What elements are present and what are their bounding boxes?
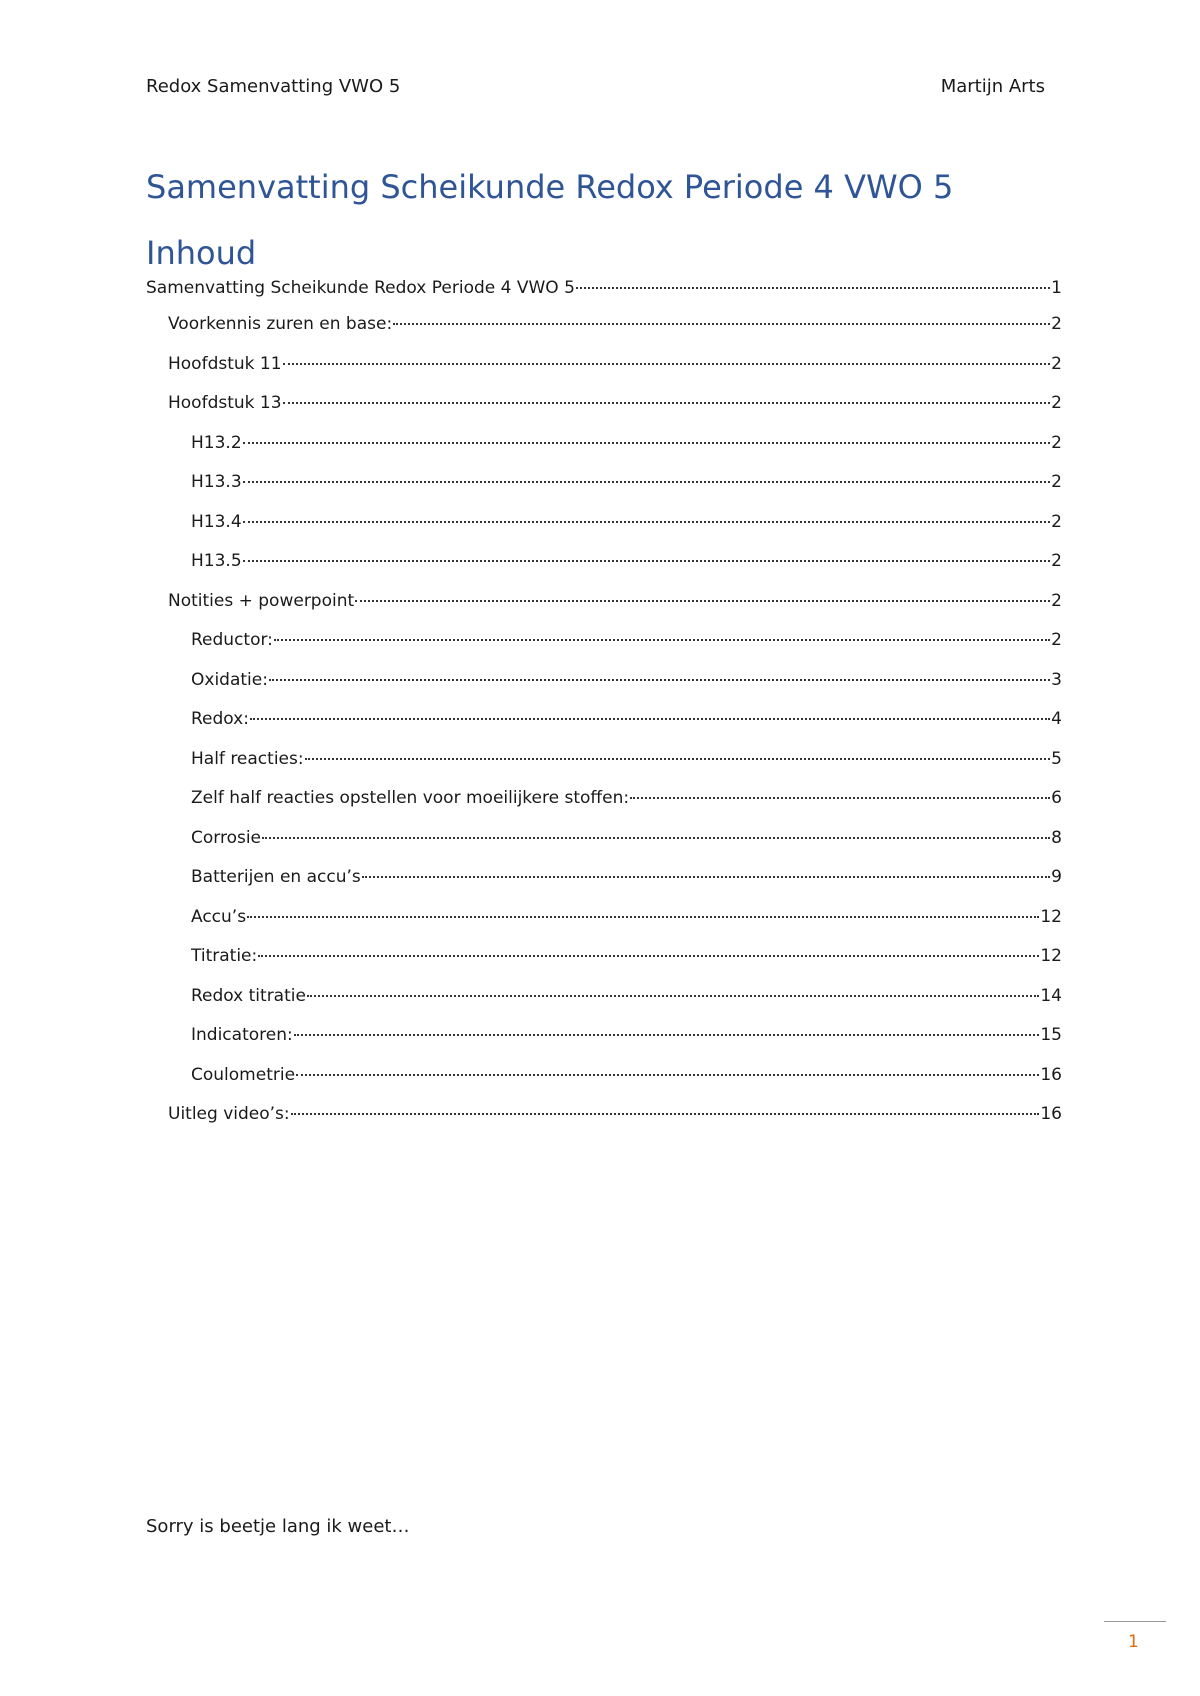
header-left-text: Redox Samenvatting VWO 5	[146, 76, 401, 97]
toc-heading: Inhoud	[146, 234, 257, 272]
toc-entry-page: 2	[1051, 630, 1062, 650]
toc-entry[interactable]	[146, 472, 1062, 512]
toc-dot-leader	[274, 638, 1050, 641]
toc-entry[interactable]	[146, 1065, 1062, 1105]
note-text: Sorry is beetje lang ik weet…	[146, 1516, 410, 1537]
toc-entry-label: Accu’s	[191, 906, 247, 927]
toc-entry-label: Voorkennis zuren en base:	[168, 314, 393, 334]
toc-entry[interactable]	[146, 749, 1062, 789]
toc-entry-label: Redox titratie	[191, 985, 306, 1006]
toc-entry[interactable]	[146, 1104, 1062, 1144]
toc-entry-page: 14	[1040, 985, 1062, 1006]
toc-entry-label: Batterijen en accu’s	[191, 867, 361, 887]
toc-entry-label: Indicatoren:	[191, 1025, 293, 1045]
toc-dot-leader	[258, 954, 1039, 957]
toc-entry[interactable]	[146, 314, 1062, 354]
toc-entry-page: 2	[1051, 472, 1062, 492]
document-title: Samenvatting Scheikunde Redox Periode 4 VWO 5	[146, 168, 954, 206]
toc-entry-label: Hoofdstuk 13	[168, 393, 282, 413]
toc-entry-page: 4	[1051, 709, 1062, 729]
toc-entry-label: Coulometrie	[191, 1064, 296, 1085]
page-number: 1	[1128, 1632, 1139, 1652]
toc-entry-label: H13.5	[191, 551, 242, 571]
toc-entry-page: 16	[1040, 1104, 1062, 1124]
toc-entry-label: Titratie:	[191, 946, 258, 966]
toc-entry-label: Notities + powerpoint	[168, 590, 355, 611]
toc-entry-page: 2	[1051, 353, 1062, 374]
toc-entry[interactable]	[146, 591, 1062, 631]
toc-entry-page: 5	[1051, 748, 1062, 769]
toc-entry[interactable]	[146, 433, 1062, 473]
toc-entry[interactable]	[146, 709, 1062, 749]
toc-entry-label: H13.4	[191, 511, 242, 532]
toc-entry-page: 1	[1051, 278, 1062, 298]
toc-dot-leader	[250, 717, 1050, 720]
toc-entry[interactable]	[146, 354, 1062, 394]
toc-dot-leader	[576, 286, 1050, 289]
toc-dot-leader	[243, 520, 1051, 523]
toc-entry[interactable]	[146, 278, 1062, 314]
toc-entry-label: Redox:	[191, 709, 249, 729]
toc-entry[interactable]	[146, 670, 1062, 710]
toc-dot-leader	[296, 1073, 1039, 1076]
toc-entry[interactable]	[146, 828, 1062, 868]
toc-entry-label: H13.2	[191, 432, 242, 453]
toc-dot-leader	[305, 757, 1051, 760]
toc-dot-leader	[269, 678, 1050, 681]
toc-entry-page: 2	[1051, 314, 1062, 334]
toc-entry-page: 16	[1040, 1064, 1062, 1085]
toc-dot-leader	[283, 401, 1051, 404]
toc-dot-leader	[291, 1112, 1040, 1115]
toc-entry-page: 2	[1051, 432, 1062, 453]
toc-dot-leader	[362, 875, 1050, 878]
toc-entry-label: Reductor:	[191, 630, 273, 650]
toc-entry-label: Corrosie	[191, 827, 262, 848]
toc-entry-label: Samenvatting Scheikunde Redox Periode 4 VWO 5	[146, 278, 575, 298]
toc-entry[interactable]	[146, 867, 1062, 907]
toc-entry-page: 12	[1040, 946, 1062, 966]
page-number-rule	[1104, 1621, 1166, 1622]
toc-entry[interactable]	[146, 1025, 1062, 1065]
toc-dot-leader	[283, 362, 1051, 365]
toc-entry-label: Zelf half reacties opstellen voor moeilijkere stoffen:	[191, 788, 630, 808]
toc-entry[interactable]	[146, 986, 1062, 1026]
toc-entry-page: 2	[1051, 590, 1062, 611]
toc-entry[interactable]	[146, 946, 1062, 986]
toc-entry[interactable]	[146, 512, 1062, 552]
toc-dot-leader	[262, 836, 1050, 839]
toc-entry-page: 2	[1051, 511, 1062, 532]
toc-entry-page: 6	[1051, 788, 1062, 808]
toc-dot-leader	[393, 322, 1050, 325]
toc-entry-page: 8	[1051, 827, 1062, 848]
toc-dot-leader	[243, 480, 1051, 483]
table-of-contents	[146, 278, 1062, 1144]
header-author: Martijn Arts	[940, 76, 1045, 97]
toc-dot-leader	[630, 796, 1050, 799]
toc-entry[interactable]	[146, 393, 1062, 433]
toc-entry-page: 15	[1040, 1025, 1062, 1045]
toc-entry-page: 12	[1040, 906, 1062, 927]
toc-dot-leader	[243, 441, 1051, 444]
toc-dot-leader	[355, 599, 1050, 602]
toc-dot-leader	[307, 994, 1039, 997]
toc-entry-label: Uitleg video’s:	[168, 1104, 290, 1124]
toc-entry-label: Half reacties:	[191, 748, 304, 769]
toc-entry[interactable]	[146, 630, 1062, 670]
toc-entry-label: Hoofdstuk 11	[168, 353, 282, 374]
toc-entry-label: H13.3	[191, 472, 242, 492]
toc-dot-leader	[243, 559, 1051, 562]
toc-entry-label: Oxidatie:	[191, 669, 268, 690]
toc-entry-page: 2	[1051, 551, 1062, 571]
toc-dot-leader	[247, 915, 1039, 918]
toc-entry[interactable]	[146, 907, 1062, 947]
toc-entry[interactable]	[146, 551, 1062, 591]
toc-entry-page: 2	[1051, 393, 1062, 413]
toc-dot-leader	[294, 1033, 1040, 1036]
toc-entry[interactable]	[146, 788, 1062, 828]
toc-entry-page: 9	[1051, 867, 1062, 887]
toc-entry-page: 3	[1051, 669, 1062, 690]
